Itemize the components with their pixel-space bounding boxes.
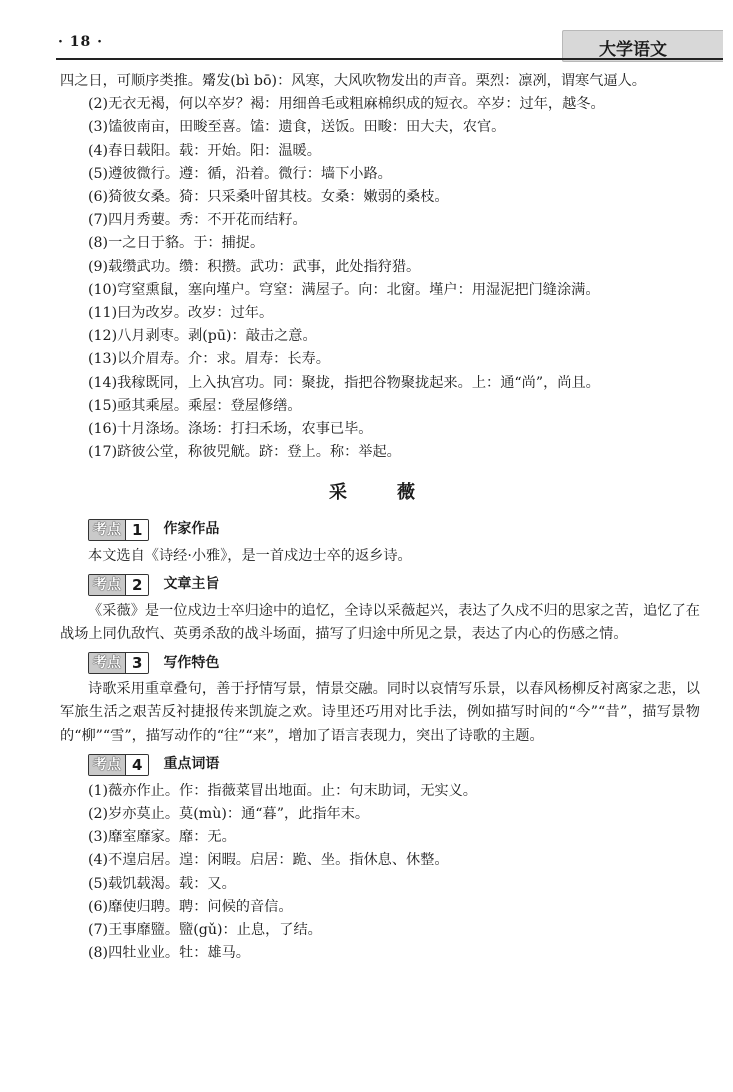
- list-item: (5)遵彼微行。遵：循，沿着。微行：墙下小路。: [88, 165, 392, 182]
- list-item: (6)猗彼女桑。猗：只采桑叶留其枝。女桑：嫩弱的桑枝。: [88, 189, 449, 206]
- list-item: (7)四月秀葽。秀：不开花而结籽。: [88, 212, 307, 229]
- list-item: (13)以介眉寿。介：求。眉寿：长寿。: [88, 351, 330, 368]
- list-item: (8)四牡业业。牡：雄马。: [88, 945, 250, 962]
- book-title: 大学语文: [599, 40, 667, 60]
- list-item: (4)春日载阳。载：开始。阳：温暖。: [88, 142, 321, 159]
- kaodian-number: 4: [125, 755, 148, 775]
- list-item: (10)穹窒熏鼠，塞向墐户。穹窒：满屋子。向：北窗。墐户：用湿泥把门缝涂满。: [88, 281, 600, 298]
- list-item: (12)八月剥枣。剥(pū)：敲击之意。: [88, 328, 317, 345]
- intro-line: 四之日，可顺序类推。觱发(bì bō)：风寒，大风吹物发出的声音。栗烈：凛冽，谓寒气逼人。: [60, 73, 646, 89]
- kaodian-number: 2: [125, 575, 148, 595]
- kaodian-badge: [88, 754, 149, 776]
- kaodian-paragraph: 诗歌采用重章叠句，善于抒情写景，情景交融。同时以哀情写乐景，以春风杨柳反衬离家之悲，以军旅生活之艰苦反衬捷报传来凯旋之欢。诗里还巧用对比手法，例如描写时间的“今”“昔”，描写景物的“柳”“雪”，描写动作的“往”“来”，增加了语言表现力，突出了诗歌的主题。: [60, 681, 700, 744]
- list-item: (1)薇亦作止。作：指薇菜冒出地面。止：句末助词，无实义。: [88, 782, 477, 799]
- kaodian-label: 考点: [89, 520, 125, 540]
- kaodian-sections: [60, 519, 700, 966]
- kaodian-header: [88, 754, 700, 776]
- list-item: (14)我稼既同，上入执宫功。同：聚拢，指把谷物聚拢起来。上：通“尚”，尚且。: [88, 374, 600, 391]
- list-item: (17)跻彼公堂，称彼兕觥。跻：登上。称：举起。: [88, 444, 401, 461]
- kaodian-paragraph: 本文选自《诗经·小雅》，是一首戍边士卒的返乡诗。: [88, 547, 412, 564]
- kaodian-topic: 写作特色: [163, 654, 220, 671]
- kaodian-header: [88, 519, 700, 541]
- annotation-list: [60, 93, 700, 464]
- list-item: (2)无衣无褐，何以卒岁？褐：用细兽毛或粗麻棉织成的短衣。卒岁：过年，越冬。: [88, 96, 605, 113]
- list-item: (6)靡使归聘。聘：问候的音信。: [88, 898, 293, 915]
- kaodian-topic: 文章主旨: [163, 576, 220, 593]
- kaodian-topic: 作家作品: [163, 521, 220, 538]
- list-item: (3)馌彼南亩，田畯至喜。馌：遗食，送饭。田畯：田大夫，农官。: [88, 119, 506, 136]
- kaodian-topic: 重点词语: [163, 756, 220, 773]
- list-item: (4)不遑启居。遑：闲暇。启居：跪、坐。指休息、休整。: [88, 852, 449, 869]
- list-item: (8)一之日于貉。于：捕捉。: [88, 235, 265, 252]
- list-item: (16)十月涤场。涤场：打扫禾场，农事已毕。: [88, 421, 373, 438]
- kaodian-number: 1: [125, 520, 148, 540]
- list-item: (9)载缵武功。缵：积攒。武功：武事，此处指狩猎。: [88, 258, 421, 275]
- kaodian-badge: [88, 519, 149, 541]
- kaodian-badge: [88, 652, 149, 674]
- page-number: · 18 ·: [58, 34, 103, 50]
- kaodian-number: 3: [125, 653, 148, 673]
- kaodian-label: 考点: [89, 755, 125, 775]
- list-item: (11)曰为改岁。改岁：过年。: [88, 305, 274, 322]
- kaodian-badge: [88, 574, 149, 596]
- section-title: 采 薇: [329, 482, 431, 504]
- list-item: (2)岁亦莫止。莫(mù)：通“暮”，此指年末。: [88, 806, 370, 823]
- kaodian-header: [88, 652, 700, 674]
- kaodian-label: 考点: [89, 653, 125, 673]
- list-item: (5)载饥载渴。载：又。: [88, 875, 236, 892]
- kaodian-header: [88, 574, 700, 596]
- page-content: [60, 70, 700, 966]
- list-item: (3)靡室靡家。靡：无。: [88, 829, 236, 846]
- list-item: (15)亟其乘屋。乘屋：登屋修缮。: [88, 397, 302, 414]
- list-item: (7)王事靡盬。盬(gǔ)：止息，了结。: [88, 922, 322, 939]
- header-rule: [56, 58, 723, 60]
- kaodian-label: 考点: [89, 575, 125, 595]
- kaodian-paragraph: 《采薇》是一位戍边士卒归途中的追忆，全诗以采薇起兴，表达了久戍不归的思家之苦，追忆了在战场上同仇敌忾、英勇杀敌的战斗场面，描写了归途中所见之景，表达了内心的伤感之情。: [60, 602, 700, 643]
